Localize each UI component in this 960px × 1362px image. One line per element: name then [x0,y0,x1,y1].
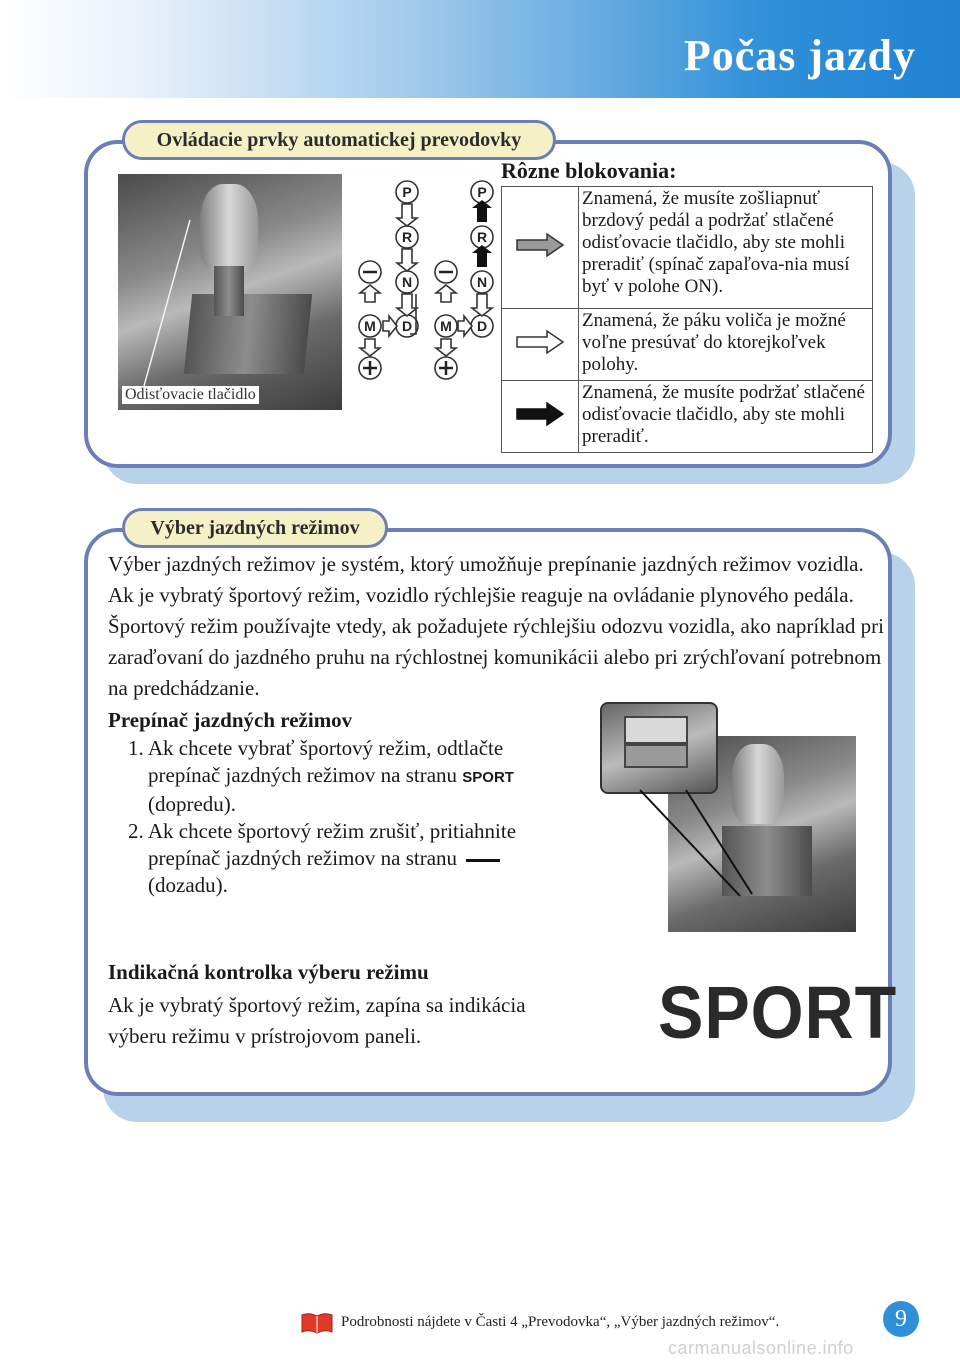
locks-table [501,186,873,453]
lock-row [502,381,873,453]
lock-row [502,187,873,309]
gate-letter-m: M [364,318,376,334]
page-title: Počas jazdy [683,31,916,80]
gear-gate-diagram [350,174,500,384]
page-header [0,0,960,98]
switch-heading: Prepínač jazdných režimov [108,708,353,732]
mode-switch-inset [600,702,718,794]
gate-letter-d: D [401,318,413,334]
gate2-letter-r: R [476,229,488,245]
minus-symbol-icon [466,859,500,862]
switch-steps [110,735,570,899]
book-icon [300,1312,334,1334]
gate2-letter-m: M [440,318,452,334]
gate2-letter-n: N [476,274,488,290]
sport-indicator-display: SPORT [658,971,898,1054]
lock-text-2: Znamená, že páku voliča je možné voľne presúvať do ktorejkoľvek polohy. [579,309,873,381]
watermark: carmanualsonline.info [668,1338,854,1358]
section1-tab: Ovládacie prvky automatickej prevodovky [122,120,556,160]
gray-filled-arrow-icon [515,232,565,258]
lock-text-3: Znamená, že musíte podržať stlačené odisťovacie tlačidlo, aby ste mohli preradiť. [579,381,873,453]
locks-title: Rôzne blokovania: [501,158,677,183]
outline-arrow-icon [515,329,565,355]
sport-symbol: SPORT [462,769,514,786]
step-2: 2. Ak chcete športový režim zrušiť, pritiahnite prepínač jazdných režimov na stranu (dozadu). [128,819,517,897]
section2-tab: Výber jazdných režimov [122,508,388,548]
step-1: 1. Ak chcete vybrať športový režim, odtlačte prepínač jazdných režimov na stranu SPORT (dopredu). [128,736,514,816]
lock-row [502,309,873,381]
shifter-photo [118,174,342,410]
page-number: 9 [883,1301,919,1337]
footer-reference: Podrobnosti nájdete v Časti 4 „Prevodovka“, „Výber jazdných režimov“. [341,1314,780,1330]
gate-letter-r: R [401,229,413,245]
gate2-letter-p: P [477,184,487,200]
gate2-letter-d: D [476,318,488,334]
gate-letter-n: N [401,274,413,290]
indicator-text: Ak je vybratý športový režim, zapína sa indikácia výberu režimu v prístrojovom paneli. [108,993,526,1048]
intro-paragraph: Výber jazdných režimov je systém, ktorý umožňuje prepínanie jazdných režimov vozidla. Ak je vybratý športový režim, vozidlo rýchlejšie reaguje na ovládanie plynového pedála. Športový režim používajte vtedy, ak požadujete rýchlejšiu odozvu vozidla, ako napríklad pri zaraďovaní do jazdného pruhu na rýchlostnej komunikácii alebo pri zrýchľovaní potrebnom na predchádzanie. [108,552,884,700]
release-button-label: Odisťovacie tlačidlo [122,386,259,404]
black-filled-arrow-icon [515,401,565,427]
gate-letter-p: P [402,184,412,200]
lock-text-1: Znamená, že musíte zošliapnuť brzdový pedál a podržať stlačené odisťovacie tlačidlo, aby ste mohli preradiť (spínač zapaľova-nia musí byť v polohe ON). [579,187,873,309]
indicator-heading: Indikačná kontrolka výberu režimu [108,960,429,984]
